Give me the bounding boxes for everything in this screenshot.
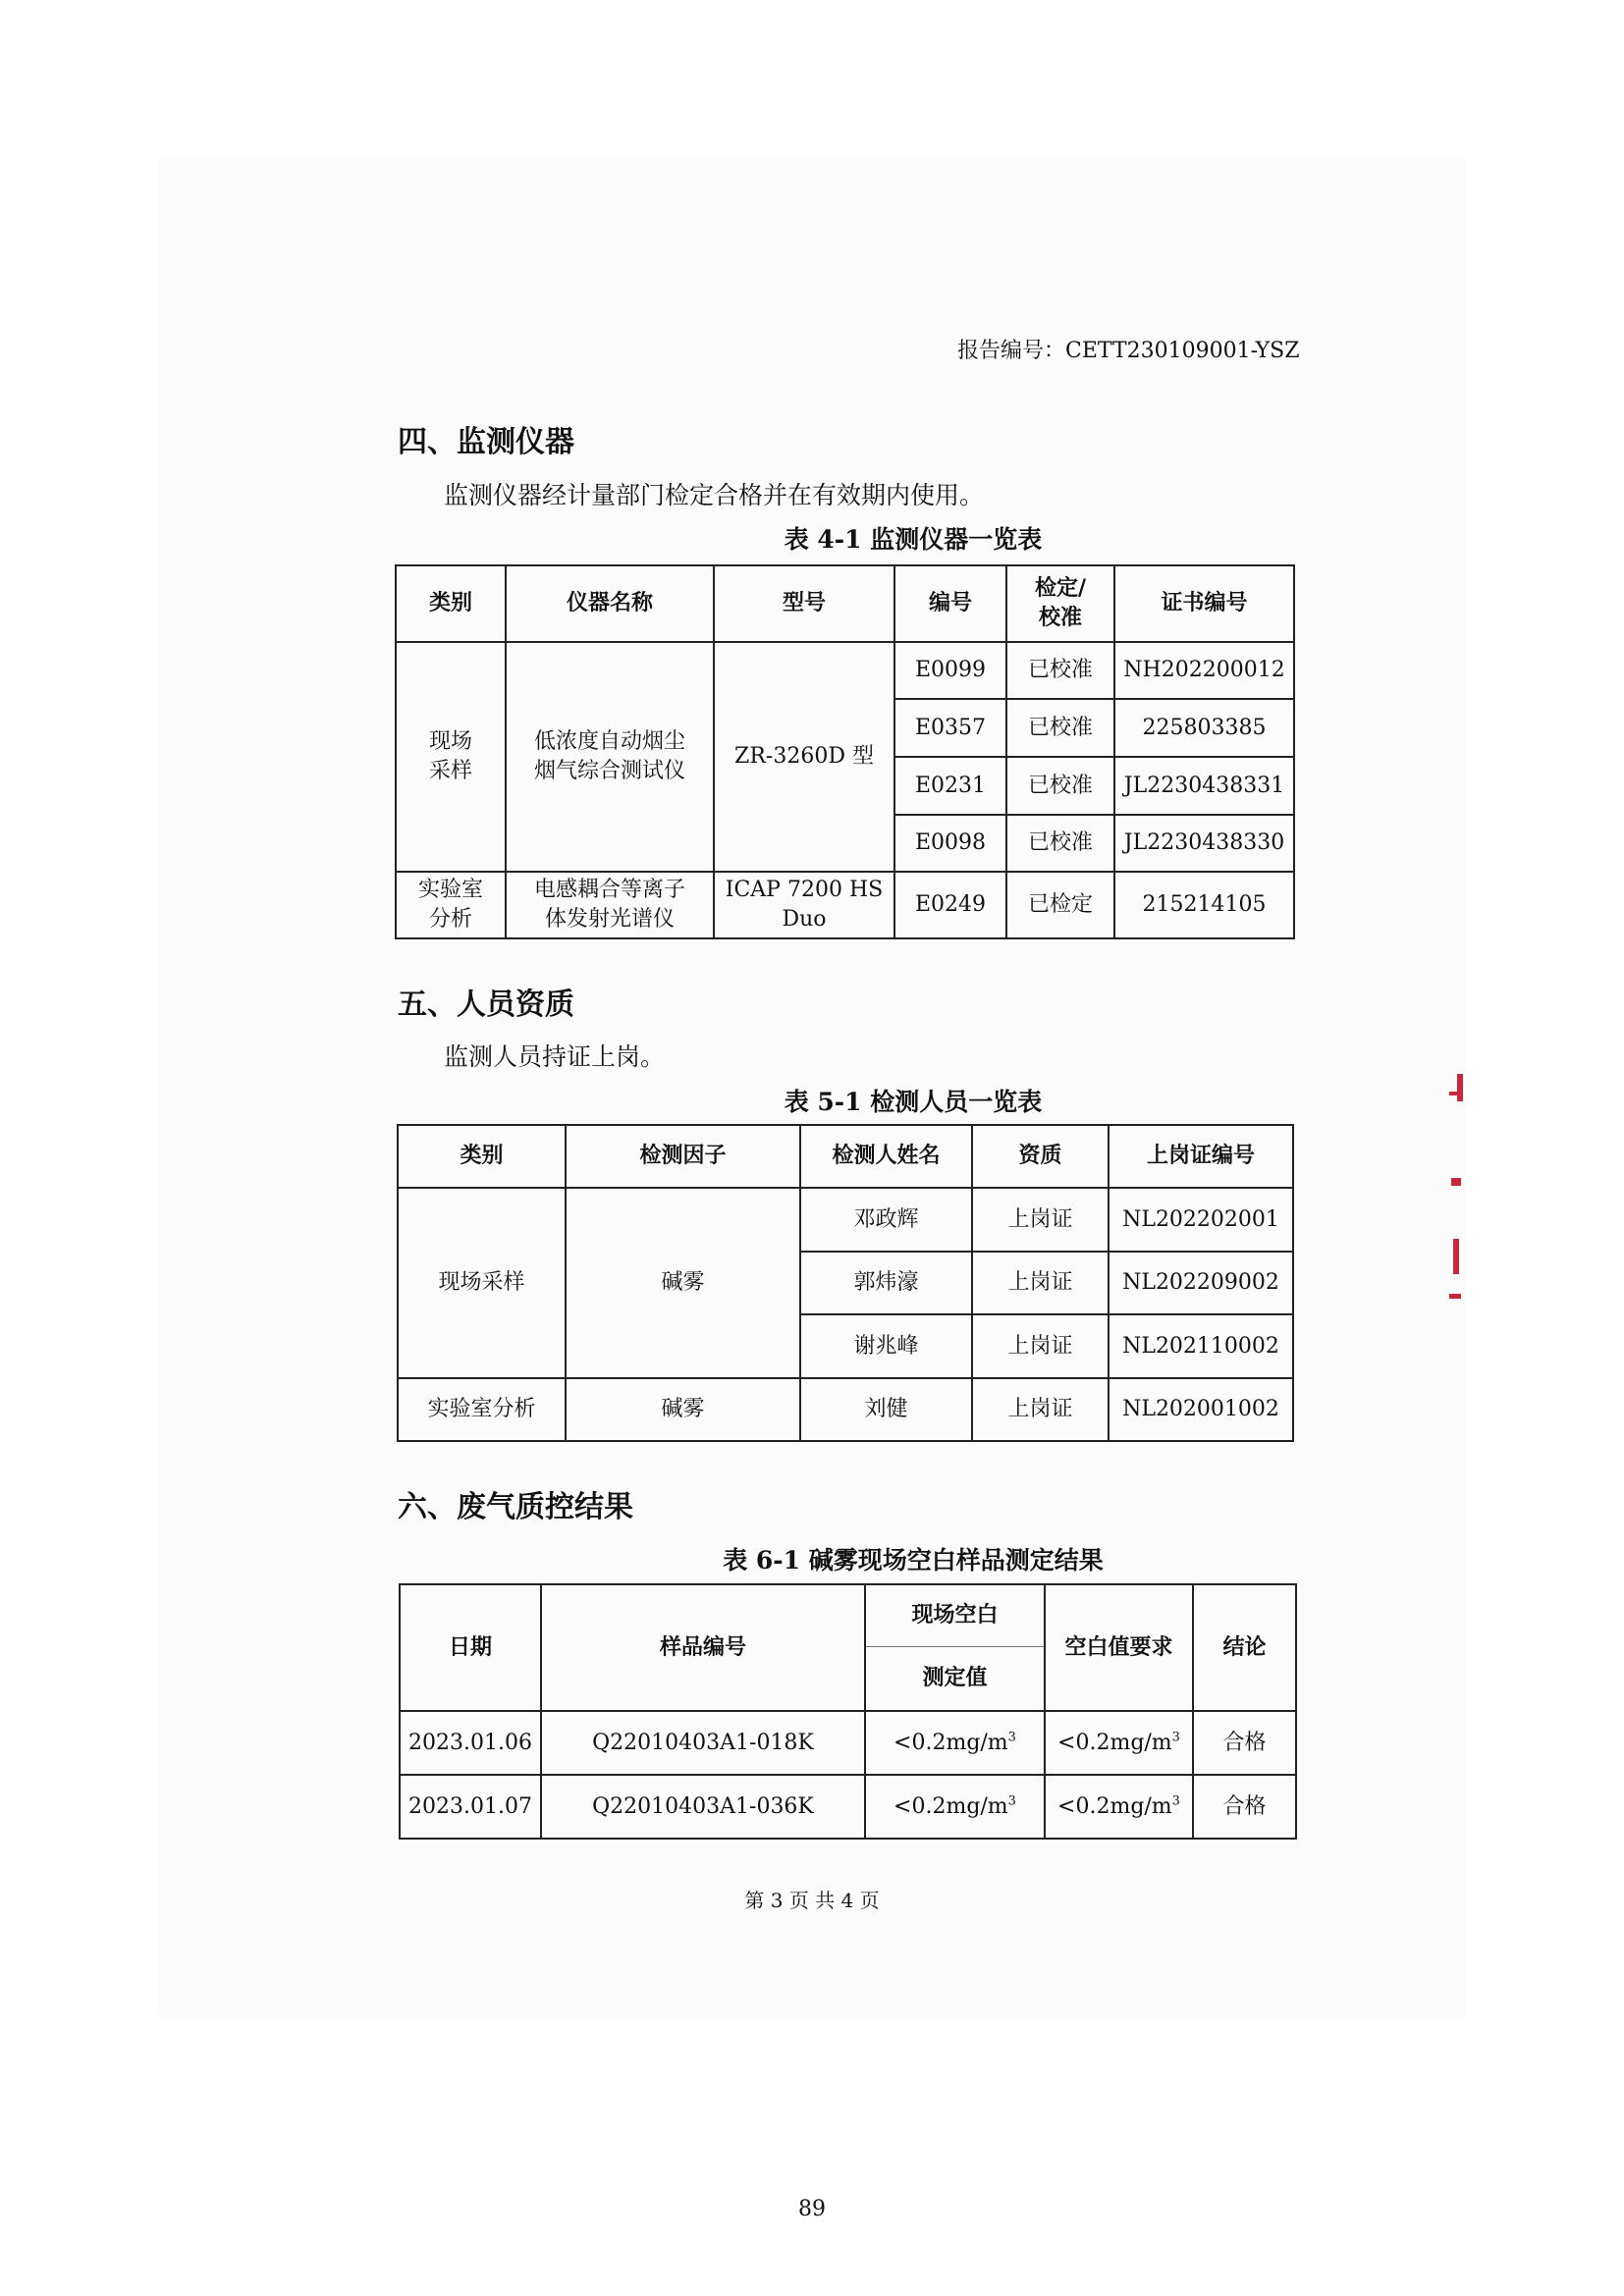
requirement-cell: $<0.2mg/m^3$: [1045, 1775, 1193, 1839]
cert-cell: NL202001002: [1109, 1378, 1293, 1441]
conclusion-cell: 合格: [1193, 1775, 1296, 1839]
inspector-name-cell: 刘健: [800, 1378, 972, 1441]
personnel-table: [397, 1124, 1294, 1442]
header-instrument-name: 仪器名称: [506, 565, 714, 642]
header-qualification: 资质: [972, 1125, 1109, 1188]
status-cell: 已校准: [1006, 815, 1114, 872]
table-4-1-caption: 表 4-1 监测仪器一览表: [784, 525, 1043, 554]
cert-cell: NL202110002: [1109, 1314, 1293, 1378]
cert-cell: 215214105: [1114, 872, 1294, 938]
header-date: 日期: [400, 1584, 541, 1711]
sample-number-cell: Q22010403A1-036K: [541, 1775, 865, 1839]
header-sample-number: 样品编号: [541, 1584, 865, 1711]
cert-cell: JL2230438330: [1114, 815, 1294, 872]
header-inspector-name: 检测人姓名: [800, 1125, 972, 1188]
header-cert-number: 上岗证编号: [1109, 1125, 1293, 1188]
header-cert-number: 证书编号: [1114, 565, 1294, 642]
cert-cell: NL202209002: [1109, 1252, 1293, 1314]
seal-fragment: [1453, 1239, 1459, 1274]
instrument-name-cell: 低浓度自动烟尘 烟气综合测试仪: [506, 642, 714, 872]
header-field-blank: 现场空白: [865, 1584, 1045, 1646]
inspector-name-cell: 郭炜濠: [800, 1252, 972, 1314]
category-cell: 现场采样: [398, 1188, 566, 1378]
number-cell: E0099: [894, 642, 1006, 699]
number-cell: E0098: [894, 815, 1006, 872]
status-cell: 已校准: [1006, 757, 1114, 815]
qualification-cell: 上岗证: [972, 1188, 1109, 1252]
status-cell: 已检定: [1006, 872, 1114, 938]
category-cell: 实验室分析: [398, 1378, 566, 1441]
number-cell: E0357: [894, 699, 1006, 757]
qualification-cell: 上岗证: [972, 1314, 1109, 1378]
inspector-name-cell: 邓政辉: [800, 1188, 972, 1252]
header-measured-value: 测定值: [865, 1646, 1045, 1711]
inspector-name-cell: 谢兆峰: [800, 1314, 972, 1378]
blank-sample-table: [399, 1583, 1297, 1840]
cert-cell: JL2230438331: [1114, 757, 1294, 815]
section-4-intro: 监测仪器经计量部门检定合格并在有效期内使用。: [444, 481, 985, 509]
number-cell: E0231: [894, 757, 1006, 815]
category-cell: 实验室 分析: [396, 872, 506, 938]
model-cell: ICAP 7200 HS Duo: [714, 872, 894, 938]
conclusion-cell: 合格: [1193, 1711, 1296, 1775]
header-factor: 检测因子: [566, 1125, 800, 1188]
header-conclusion: 结论: [1193, 1584, 1296, 1711]
instrument-table: [395, 564, 1295, 939]
requirement-cell: $<0.2mg/m^3$: [1045, 1711, 1193, 1775]
number-cell: E0249: [894, 872, 1006, 938]
cert-cell: 225803385: [1114, 699, 1294, 757]
factor-cell: 碱雾: [566, 1378, 800, 1441]
date-cell: 2023.01.06: [400, 1711, 541, 1775]
seal-fragment: [1457, 1074, 1463, 1101]
cert-cell: NL202202001: [1109, 1188, 1293, 1252]
sample-number-cell: Q22010403A1-018K: [541, 1711, 865, 1775]
status-cell: 已校准: [1006, 699, 1114, 757]
header-model: 型号: [714, 565, 894, 642]
report-number: 报告编号：CETT230109001-YSZ: [957, 339, 1300, 363]
section-6-title: 六、废气质控结果: [398, 1490, 633, 1524]
section-5-intro: 监测人员持证上岗。: [444, 1042, 666, 1071]
model-cell: ZR-3260D 型: [714, 642, 894, 872]
date-cell: 2023.01.07: [400, 1775, 541, 1839]
qualification-cell: 上岗证: [972, 1378, 1109, 1441]
category-cell: 现场 采样: [396, 642, 506, 872]
factor-cell: 碱雾: [566, 1188, 800, 1378]
instrument-name-cell: 电感耦合等离子 体发射光谱仪: [506, 872, 714, 938]
seal-fragment: [1451, 1178, 1461, 1186]
measured-value-cell: $<0.2mg/m^3$: [865, 1775, 1045, 1839]
seal-fragment: [1449, 1294, 1461, 1299]
seal-fragment: [1449, 1092, 1459, 1095]
status-cell: 已校准: [1006, 642, 1114, 699]
header-category: 类别: [396, 565, 506, 642]
header-verification: 检定/ 校准: [1006, 565, 1114, 642]
section-4-title: 四、监测仪器: [398, 425, 574, 459]
cert-cell: NH202200012: [1114, 642, 1294, 699]
measured-value-cell: $<0.2mg/m^3$: [865, 1711, 1045, 1775]
table-5-1-caption: 表 5-1 检测人员一览表: [784, 1088, 1043, 1116]
table-6-1-caption: 表 6-1 碱雾现场空白样品测定结果: [723, 1546, 1104, 1575]
header-blank-requirement: 空白值要求: [1045, 1584, 1193, 1711]
header-category: 类别: [398, 1125, 566, 1188]
qualification-cell: 上岗证: [972, 1252, 1109, 1314]
header-number: 编号: [894, 565, 1006, 642]
section-5-title: 五、人员资质: [398, 988, 574, 1022]
page-number: 89: [798, 2197, 826, 2221]
page-info: 第 3 页 共 4 页: [744, 1889, 880, 1912]
